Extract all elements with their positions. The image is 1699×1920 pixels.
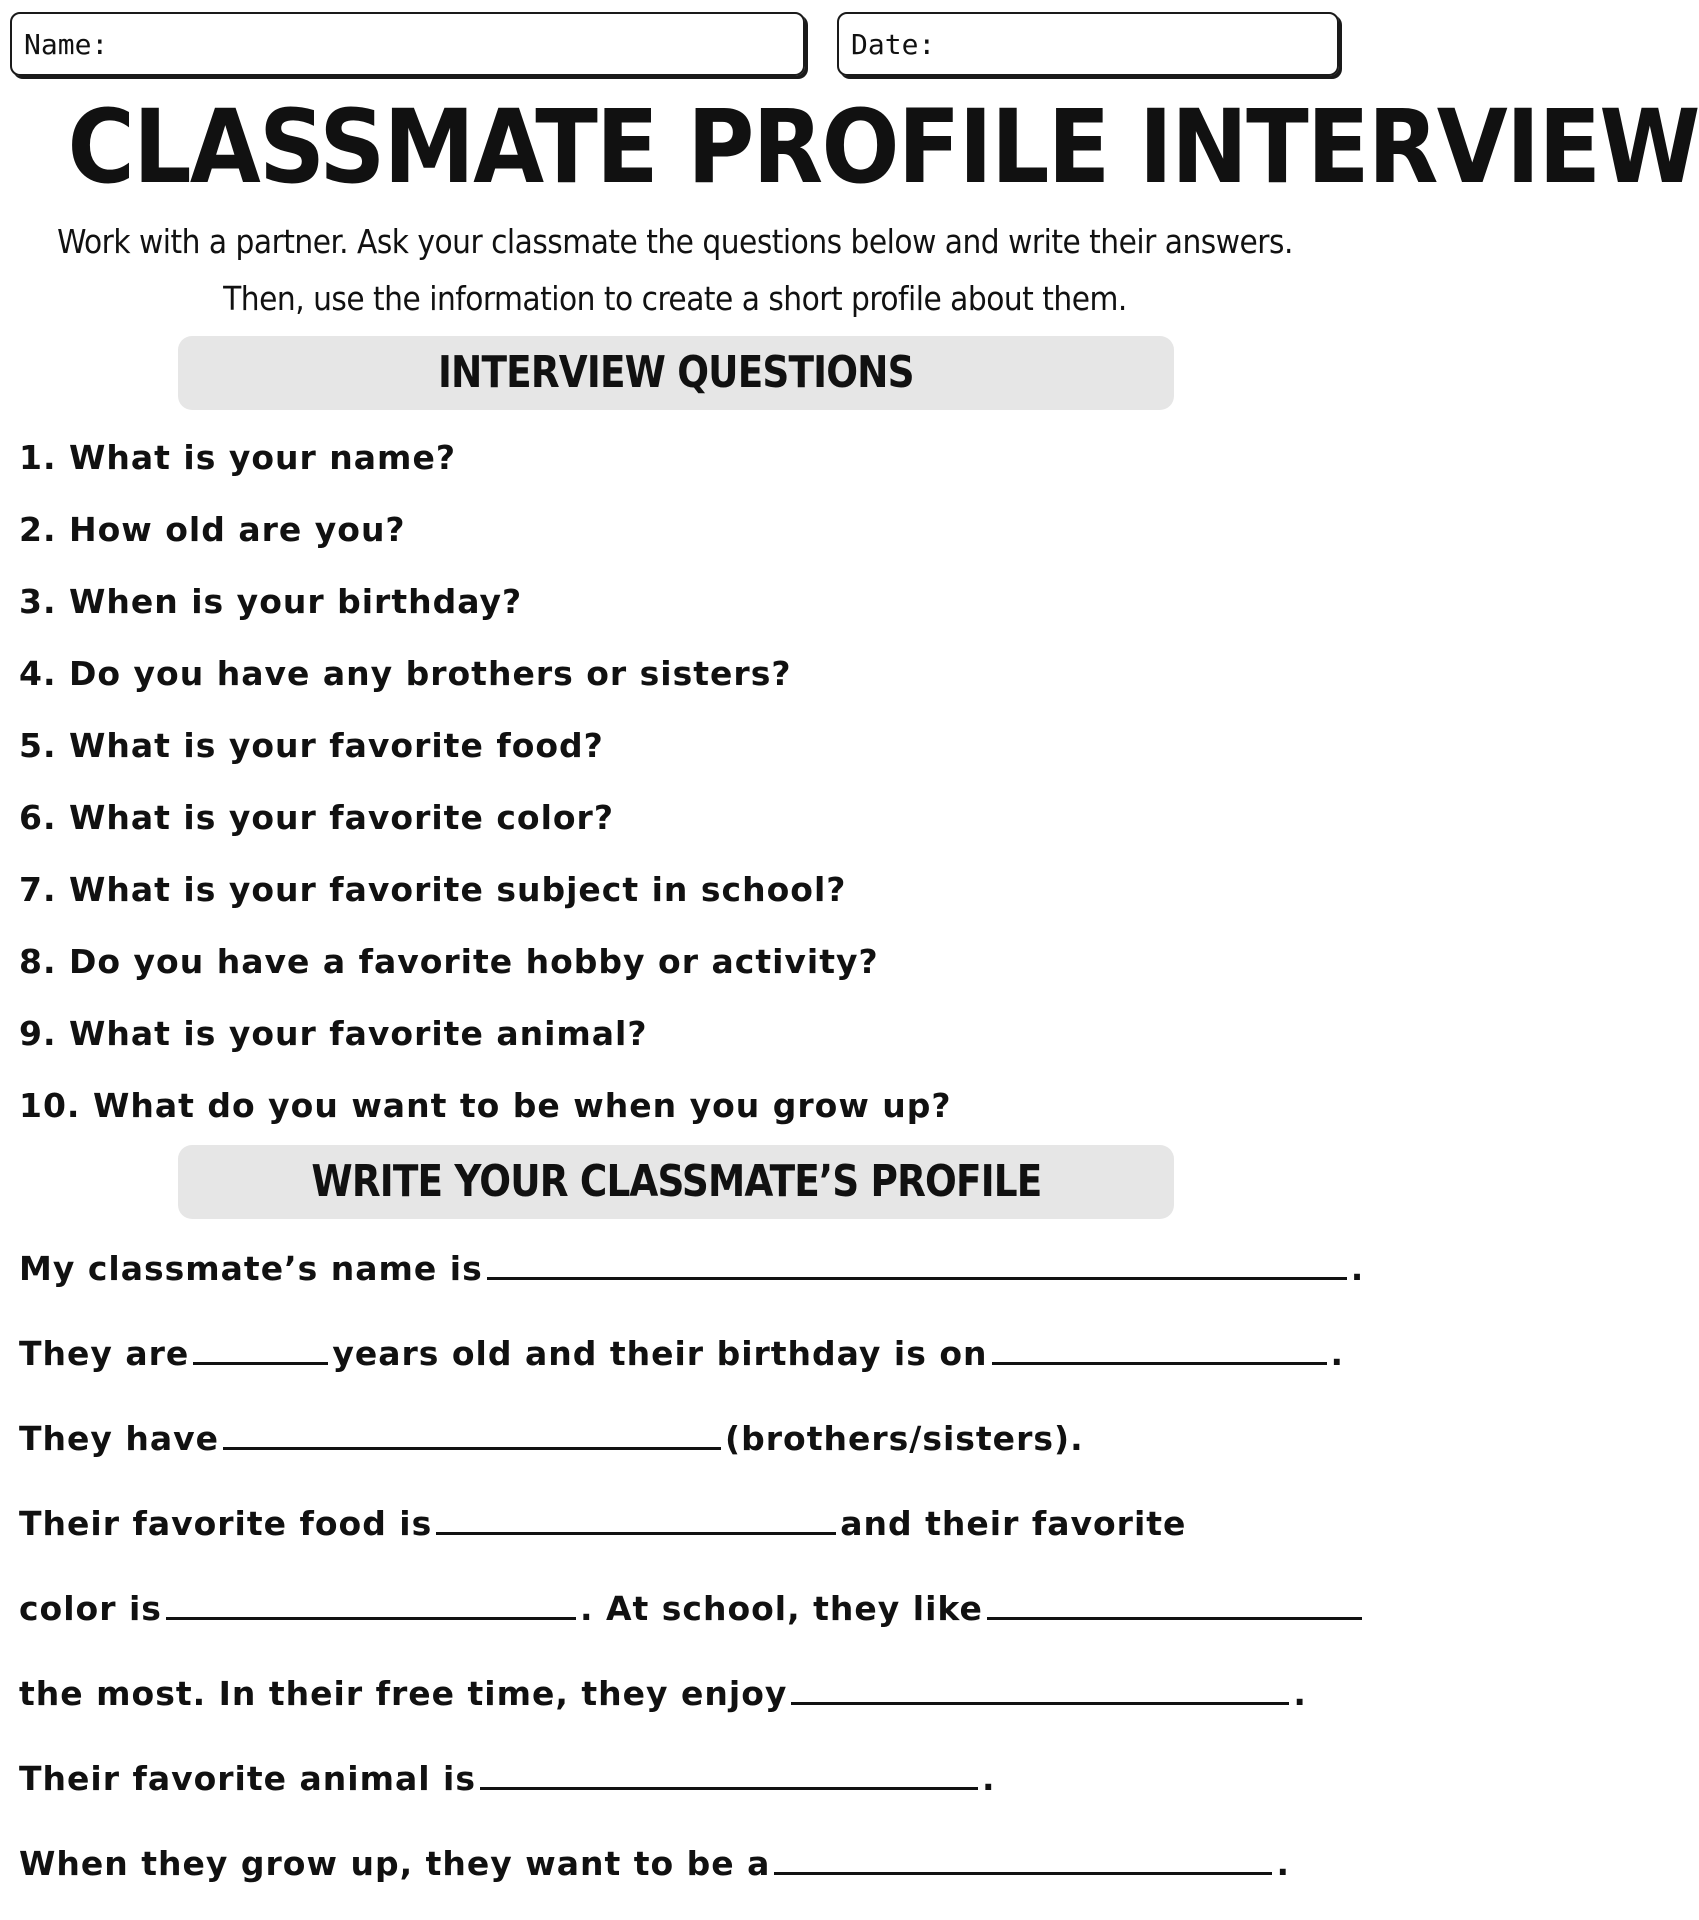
profile-line-siblings (19, 1396, 1339, 1481)
question-item: 1. What is your name? (19, 438, 456, 477)
birthday-blank[interactable] (992, 1336, 1327, 1365)
profile-text: They have (19, 1419, 220, 1458)
interview-questions-heading-text: INTERVIEW QUESTIONS (438, 347, 914, 398)
profile-text: Their favorite animal is (19, 1759, 476, 1798)
name-label: Name: (24, 28, 109, 61)
profile-text: When they grow up, they want to be a (19, 1844, 771, 1883)
age-blank[interactable] (193, 1336, 328, 1365)
profile-text: . (1330, 1334, 1345, 1373)
profile-text: (brothers/sisters). (725, 1419, 1084, 1458)
profile-line-food (19, 1481, 1339, 1566)
date-field[interactable] (837, 12, 1339, 76)
instructions-line-2: Then, use the information to create a short profile about them. (223, 279, 1127, 318)
career-blank[interactable] (774, 1846, 1272, 1875)
page-title: CLASSMATE PROFILE INTERVIEW (67, 88, 1699, 207)
hobby-blank[interactable] (791, 1676, 1289, 1705)
profile-line-career (19, 1821, 1339, 1906)
profile-text: My classmate’s name is (19, 1249, 483, 1288)
question-item: 6. What is your favorite color? (19, 798, 614, 837)
subject-blank[interactable] (987, 1591, 1362, 1620)
question-item: 9. What is your favorite animal? (19, 1014, 648, 1053)
instructions-line-1: Work with a partner. Ask your classmate the questions below and write their answers. (57, 222, 1293, 261)
interview-questions-heading (178, 336, 1174, 410)
profile-text: . (981, 1759, 996, 1798)
profile-heading (178, 1145, 1174, 1219)
siblings-blank[interactable] (223, 1421, 721, 1450)
profile-text: Their favorite food is (19, 1504, 433, 1543)
profile-line-name (19, 1226, 1365, 1311)
question-item: 2. How old are you? (19, 510, 406, 549)
profile-text: . (1293, 1674, 1307, 1713)
profile-text: the most. In their free time, they enjoy (19, 1674, 788, 1713)
profile-heading-text: WRITE YOUR CLASSMATE’S PROFILE (310, 1156, 1042, 1207)
profile-text: . (1350, 1249, 1365, 1288)
question-item: 5. What is your favorite food? (19, 726, 604, 765)
color-blank[interactable] (166, 1591, 576, 1620)
instructions (0, 213, 1350, 327)
question-item: 4. Do you have any brothers or sisters? (19, 654, 792, 693)
question-item: 7. What is your favorite subject in school? (19, 870, 847, 909)
profile-text: and their favorite (840, 1504, 1187, 1543)
question-item: 8. Do you have a favorite hobby or activity? (19, 942, 879, 981)
food-blank[interactable] (436, 1506, 836, 1535)
profile-paragraph (19, 1226, 1365, 1906)
question-list (19, 422, 952, 1142)
profile-line-color (19, 1566, 1339, 1651)
profile-text: color is (19, 1589, 162, 1628)
animal-blank[interactable] (480, 1761, 978, 1790)
profile-text: . At school, they like (579, 1589, 983, 1628)
profile-text: years old and their birthday is on (332, 1334, 988, 1373)
question-item: 3. When is your birthday? (19, 582, 523, 621)
profile-line-animal (19, 1736, 1339, 1821)
profile-line-hobby (19, 1651, 1339, 1736)
profile-text: . (1276, 1844, 1290, 1883)
name-blank[interactable] (487, 1251, 1347, 1280)
date-label: Date: (851, 28, 936, 61)
profile-line-age (19, 1311, 1345, 1396)
name-field[interactable] (10, 12, 805, 76)
profile-text: They are (19, 1334, 190, 1373)
question-item: 10. What do you want to be when you grow up? (19, 1086, 952, 1125)
